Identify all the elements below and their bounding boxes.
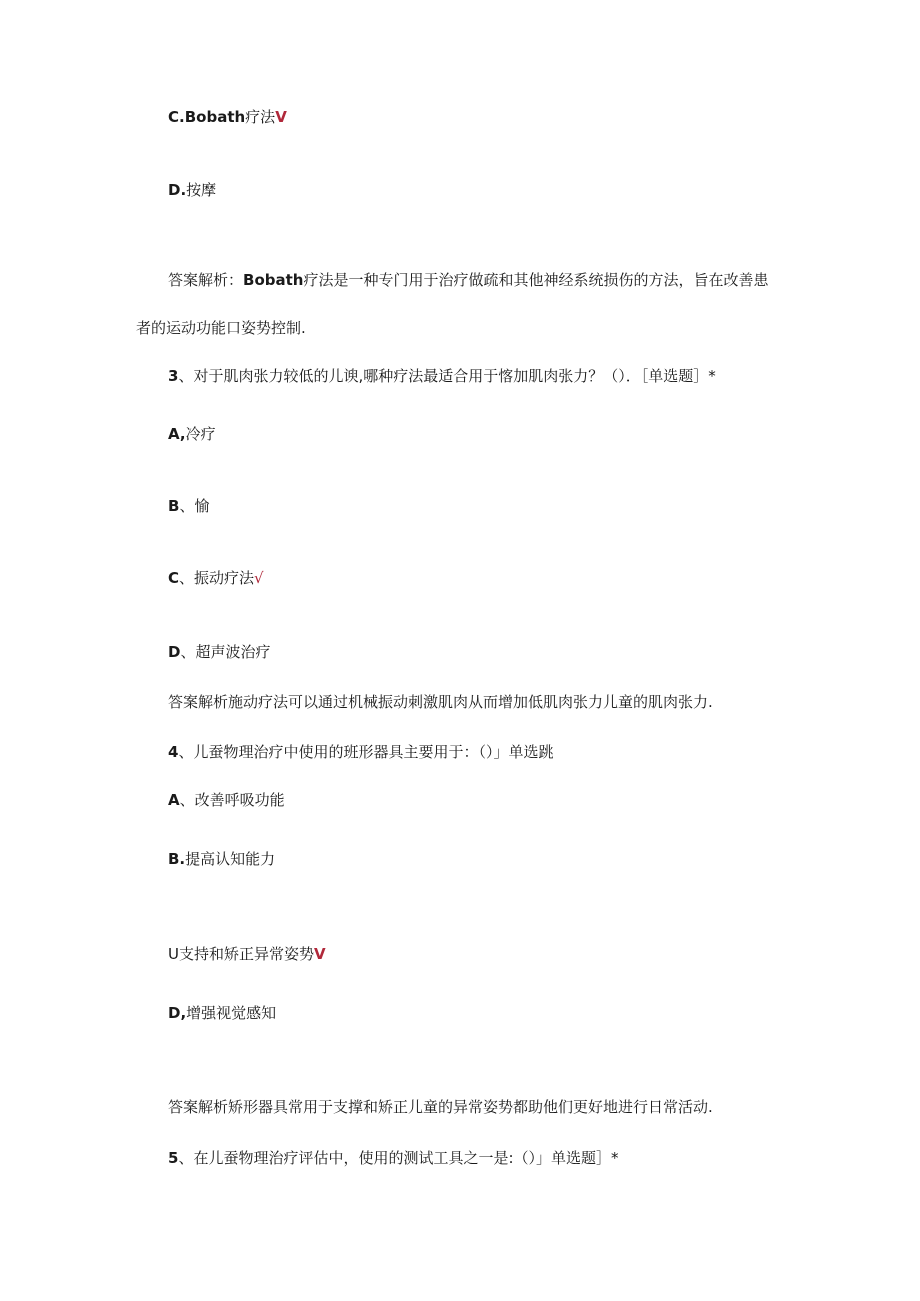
analysis-latin: Bobath (243, 271, 304, 289)
analysis-text: 疗法是一种专门用于治疗做疏和其他神经系统损伤的方法，旨在改善患 (303, 271, 769, 289)
option-prefix: D. (168, 181, 187, 199)
question-text: 、对于肌肉张力较低的儿谀,哪种疗法最适合用于愘加肌肉张力？（）．［单选题］* (178, 367, 716, 385)
option-text: 、改善呼吸功能 (179, 791, 285, 809)
q4-option-b[interactable] (168, 849, 275, 869)
q5-question (168, 1148, 619, 1168)
option-text: U支持和矫正异常姿势 (168, 945, 314, 963)
q3-option-a[interactable] (168, 424, 216, 444)
correct-check-icon: V (313, 945, 326, 963)
q3-analysis: 答案解析施动疗法可以通过机械振动刺激肌肉从而增加低肌肉张力儿童的肌肉张力. (168, 693, 713, 711)
option-text: 提高认知能力 (185, 850, 276, 868)
q3-question (168, 366, 716, 386)
option-text: 增强视觉感知 (186, 1004, 277, 1022)
option-prefix: A, (168, 425, 186, 443)
option-prefix: B (168, 497, 180, 515)
option-prefix: A (168, 791, 180, 809)
analysis-label: 答案解析： (168, 271, 244, 289)
option-prefix: C (168, 569, 180, 587)
option-text: 、愉 (179, 497, 210, 515)
option-prefix: B. (168, 850, 186, 868)
question-text: 、在儿蚕物理治疗评估中，使用的测试工具之一是:（）」单选题］* (178, 1149, 619, 1167)
q4-option-d[interactable] (168, 1003, 276, 1023)
option-latin: Bobath (184, 108, 246, 126)
q2-analysis-line1 (168, 270, 768, 290)
q4-question (168, 742, 553, 762)
option-prefix: D (168, 643, 181, 661)
question-number: 3 (168, 367, 179, 385)
option-prefix: D, (168, 1004, 187, 1022)
correct-check-icon: V (275, 108, 287, 126)
option-text: 、振动疗法 (179, 569, 255, 587)
q2-option-c[interactable] (168, 107, 287, 127)
question-number: 5 (168, 1149, 179, 1167)
option-text: 冷疗 (185, 425, 216, 443)
q4-analysis: 答案解析矫形器具常用于支撑和矫正儿童的异常姿势都助他们更好地进行日常活动. (168, 1098, 713, 1116)
question-text: 、儿蚕物理治疗中使用的班形器具主要用于：（）」单选跳 (178, 743, 554, 761)
q2-analysis-line2: 者的运动功能口姿势控制. (136, 319, 306, 337)
option-text: 、超声波治疗 (180, 643, 271, 661)
q3-option-d[interactable] (168, 642, 270, 662)
question-number: 4 (168, 743, 179, 761)
q3-option-c[interactable] (168, 568, 264, 588)
option-prefix: C. (168, 108, 185, 126)
correct-check-icon: √ (254, 569, 264, 587)
option-text: 按摩 (186, 181, 217, 199)
q4-option-c[interactable] (168, 944, 326, 964)
q4-option-a[interactable] (168, 790, 285, 810)
option-text: 疗法 (245, 108, 276, 126)
q3-option-b[interactable] (168, 496, 209, 516)
q2-option-d[interactable] (168, 180, 216, 200)
